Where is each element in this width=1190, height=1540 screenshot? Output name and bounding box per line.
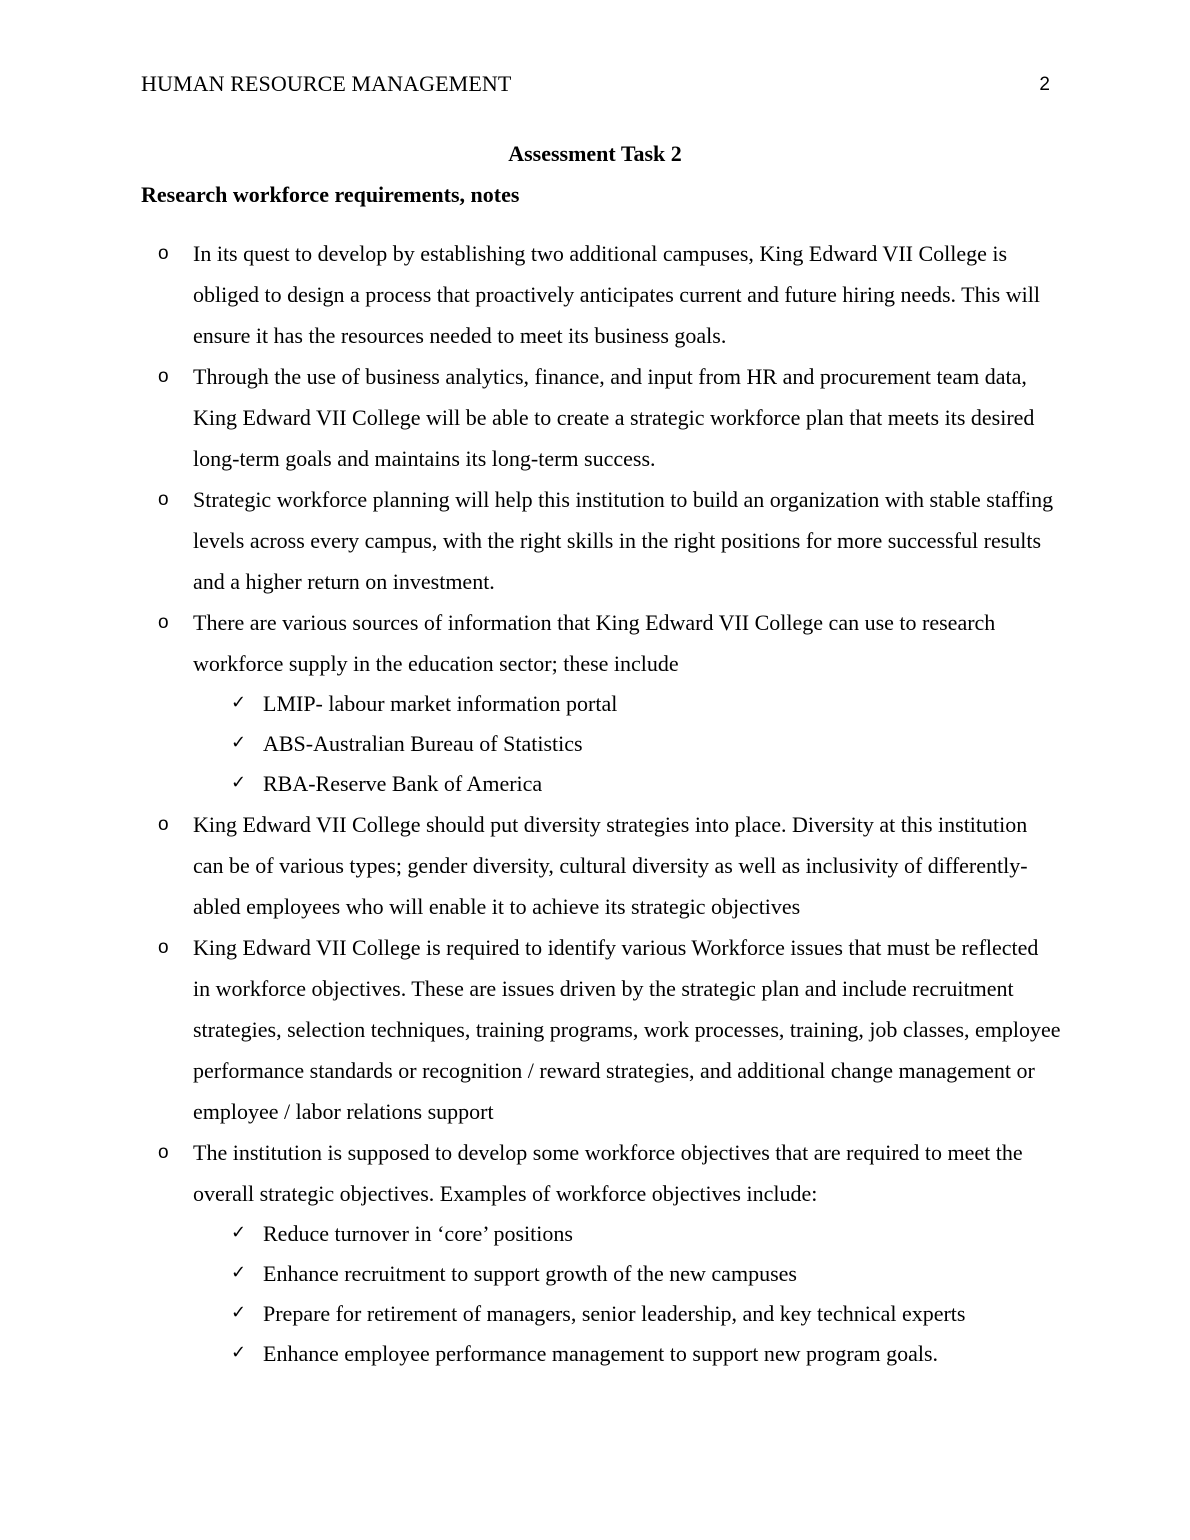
list-item [141, 233, 1061, 356]
checklist-item [211, 1294, 1061, 1334]
hollow-bullet-icon: o [158, 366, 169, 387]
page-number: 2 [1039, 74, 1050, 95]
list-item-text: Strategic workforce planning will help this institution to build an organization with stable staffing levels across every campus, with the right skills in the right positions for more successful results and a higher return on investment. [193, 487, 1054, 594]
list-item [141, 356, 1061, 479]
section-heading: Research workforce requirements, notes [141, 182, 520, 207]
checkmark-icon: ✓ [231, 1222, 247, 1243]
hollow-bullet-icon: o [158, 489, 169, 510]
checkmark-icon: ✓ [231, 1342, 247, 1363]
checkmark-icon: ✓ [231, 772, 247, 793]
list-item-text: In its quest to develop by establishing two additional campuses, King Edward VII College is obliged to design a process that proactively anticipates current and future hiring needs. This will ensure it has the resources needed to meet its business goals. [193, 241, 1040, 348]
hollow-bullet-icon: o [158, 814, 169, 835]
list-item [141, 1132, 1061, 1374]
running-header-title: HUMAN RESOURCE MANAGEMENT [141, 71, 512, 96]
checkmark-icon: ✓ [231, 692, 247, 713]
checkmark-icon: ✓ [231, 732, 247, 753]
checklist-item [211, 724, 1061, 764]
checklist-item-text: Enhance employee performance management to support new program goals. [263, 1341, 939, 1366]
list-item-text: King Edward VII College should put diversity strategies into place. Diversity at this institution can be of various types; gender diversity, cultural diversity as well as inclusivity of differently-abled employees who will enable it to achieve its strategic objectives [193, 812, 1028, 919]
list-item-text: The institution is supposed to develop some workforce objectives that are required to meet the overall strategic objectives. Examples of workforce objectives include: [193, 1140, 1023, 1206]
checklist [211, 684, 1061, 804]
checklist-item [211, 684, 1061, 724]
hollow-bullet-icon: o [158, 1142, 169, 1163]
checklist-item-text: Enhance recruitment to support growth of the new campuses [263, 1261, 797, 1286]
list-item-text: Through the use of business analytics, finance, and input from HR and procurement team data, King Edward VII College will be able to create a strategic workforce plan that meets its desired long-term goals and maintains its long-term success. [193, 364, 1035, 471]
checklist [211, 1214, 1061, 1374]
list-item [141, 479, 1061, 602]
checklist-item [211, 1334, 1061, 1374]
list-item [141, 927, 1061, 1132]
list-item-text: There are various sources of information that King Edward VII College can use to research workforce supply in the education sector; these include [193, 610, 996, 676]
hollow-bullet-icon: o [158, 612, 169, 633]
list-item [141, 804, 1061, 927]
checkmark-icon: ✓ [231, 1262, 247, 1283]
hollow-bullet-icon: o [158, 243, 169, 264]
checklist-item-text: ABS-Australian Bureau of Statistics [263, 731, 583, 756]
checkmark-icon: ✓ [231, 1302, 247, 1323]
checklist-item-text: Prepare for retirement of managers, senior leadership, and key technical experts [263, 1301, 966, 1326]
notes-list [141, 233, 1061, 1374]
list-item-text: King Edward VII College is required to identify various Workforce issues that must be reflected in workforce objectives. These are issues driven by the strategic plan and include recruitment strategies, selection techniques, training programs, work processes, training, job classes, employee performance standards or recognition / reward strategies, and additional change management or employee / labor relations support [193, 935, 1061, 1124]
checklist-item [211, 764, 1061, 804]
hollow-bullet-icon: o [158, 937, 169, 958]
checklist-item [211, 1214, 1061, 1254]
list-item [141, 602, 1061, 804]
document-title: Assessment Task 2 [508, 141, 682, 166]
checklist-item [211, 1254, 1061, 1294]
checklist-item-text: Reduce turnover in ‘core’ positions [263, 1221, 573, 1246]
checklist-item-text: LMIP- labour market information portal [263, 691, 618, 716]
checklist-item-text: RBA-Reserve Bank of America [263, 771, 543, 796]
